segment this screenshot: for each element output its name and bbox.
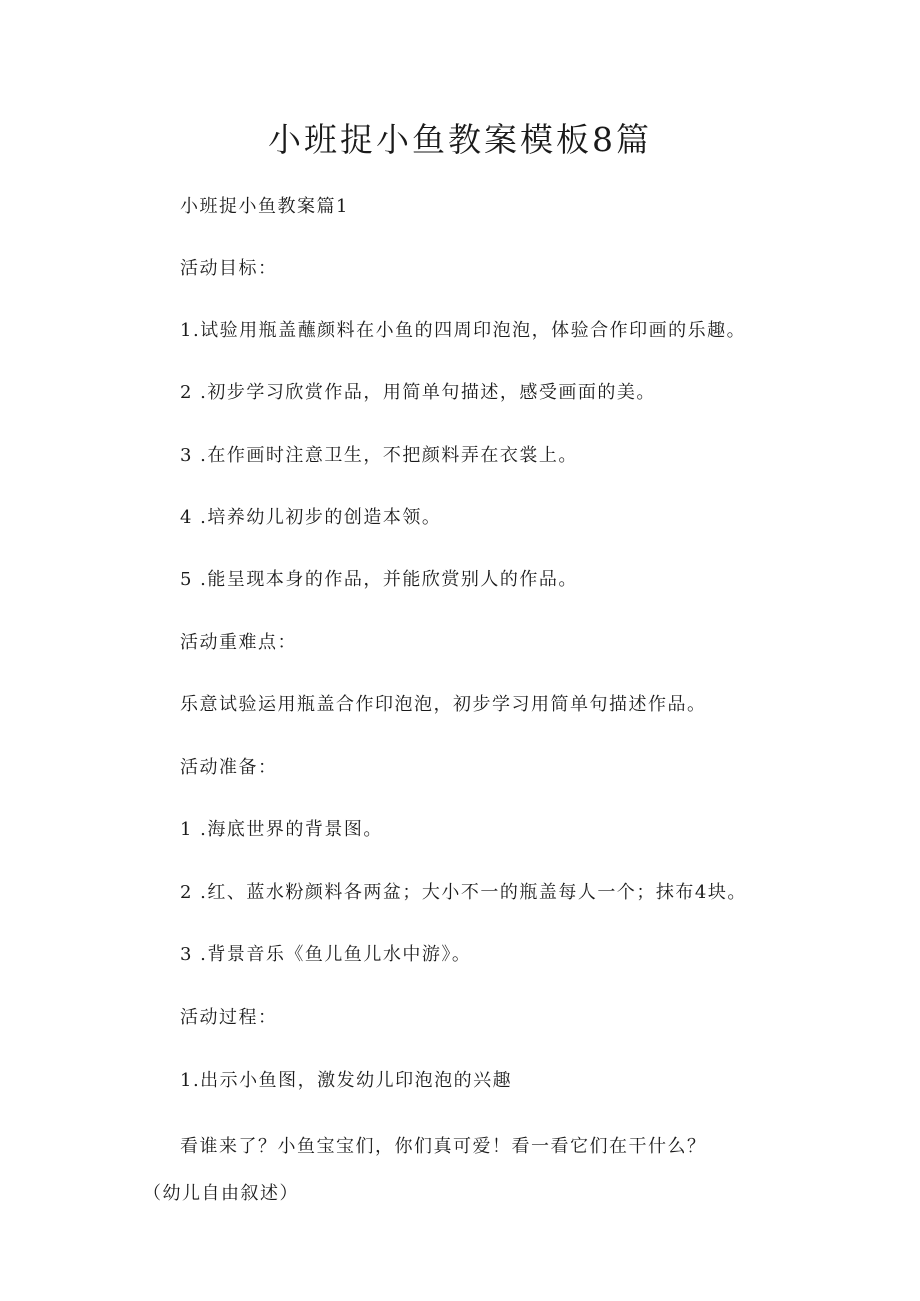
process-step-1: 1.出示小鱼图，激发幼儿印泡泡的兴趣 <box>180 1070 513 1091</box>
goal-item-3: 3 .在作画时注意卫生，不把颜料弄在衣裳上。 <box>180 445 578 466</box>
prep-item-1: 1 .海底世界的背景图。 <box>180 819 383 840</box>
subheading-goals: 活动目标： <box>180 258 278 279</box>
goal-item-1: 1.试验用瓶盖蘸颜料在小鱼的四周印泡泡，体验合作印画的乐趣。 <box>180 320 747 341</box>
goal-item-2: 2 .初步学习欣赏作品，用简单句描述，感受画面的美。 <box>180 382 656 403</box>
prep-item-3: 3 .背景音乐《鱼儿鱼儿水中游》。 <box>180 944 472 965</box>
subheading-key-points: 活动重难点： <box>180 632 297 653</box>
goal-item-5: 5 .能呈现本身的作品，并能欣赏别人的作品。 <box>180 569 578 590</box>
document-title: 小班捉小鱼教案模板8篇 <box>268 120 652 159</box>
key-points-text: 乐意试验运用瓶盖合作印泡泡，初步学习用简单句描述作品。 <box>180 694 707 715</box>
subheading-preparation: 活动准备： <box>180 757 278 778</box>
section-heading: 小班捉小鱼教案篇1 <box>180 196 349 217</box>
subheading-process: 活动过程： <box>180 1007 278 1028</box>
process-paragraph-note: （幼儿自由叙述） <box>143 1183 299 1204</box>
process-paragraph: 看谁来了？小鱼宝宝们，你们真可爱！看一看它们在干什么？ <box>180 1136 707 1157</box>
goal-item-4: 4 .培养幼儿初步的创造本领。 <box>180 507 442 528</box>
prep-item-2: 2 .红、蓝水粉颜料各两盆；大小不一的瓶盖每人一个；抹布4块。 <box>180 882 747 903</box>
